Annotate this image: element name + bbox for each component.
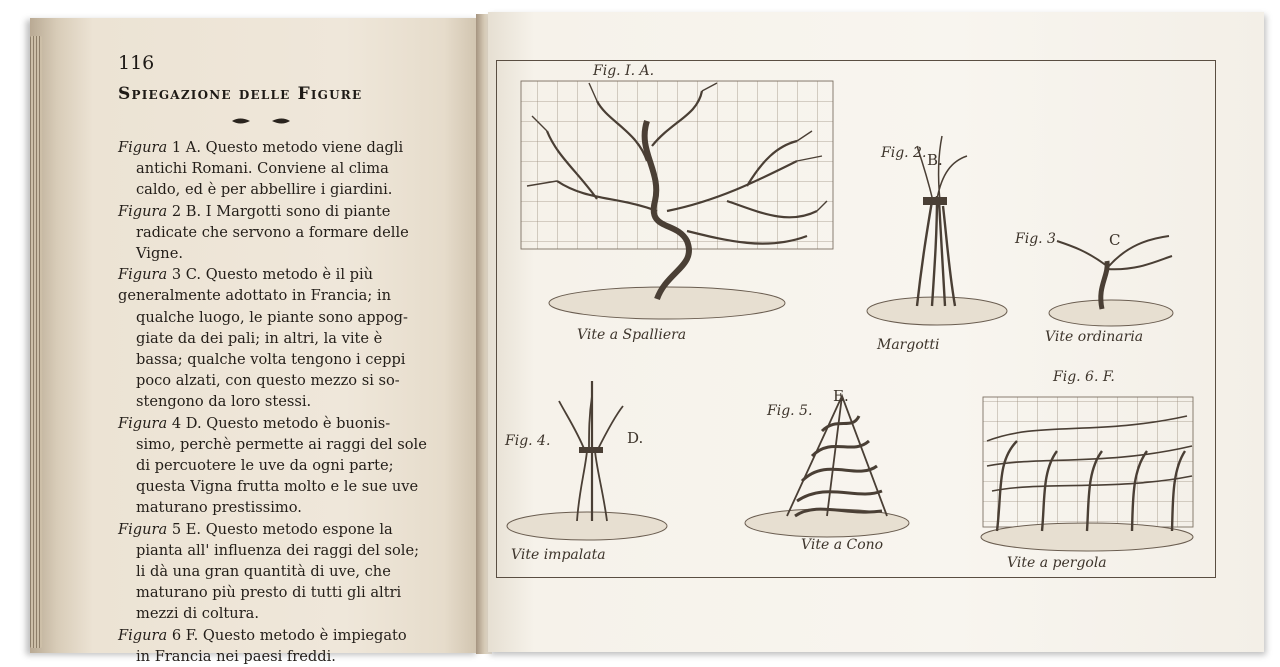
text-line: maturano più presto di tutti gli altri [136,584,402,602]
text-line: Figura 2 B. I Margotti sono di piante [118,202,391,220]
engraving-plate [496,60,1216,578]
text-line: Figura 4 D. Questo metodo è buonis- [118,414,391,432]
page-edges [30,36,42,648]
text-line: antichi Romani. Conviene al clima [136,160,389,178]
figura-label: Figura [118,520,168,538]
fig-5-letter: E. [833,387,849,405]
text-line: Figura 1 A. Questo metodo viene dagli [118,139,404,156]
fig-5-caption: Vite a Cono [801,537,884,553]
figura-label: Figura [118,414,168,432]
fig-3-caption: Vite ordinaria [1045,329,1144,345]
figura-label: Figura [118,202,168,220]
plate-drawings [497,61,1215,577]
text-line: mezzi di coltura. [136,605,260,623]
figure-1-espalier-drawing [521,81,833,319]
fig-4-label: Fig. 4. [505,433,551,449]
paragraph-figura-5 [118,519,418,625]
fig-2-caption: Margotti [877,337,940,353]
figure-6-pergola-drawing [981,397,1193,551]
text-line: Figura 5 E. Questo metodo espone la [118,520,393,538]
fig-6-label: Fig. 6. F. [1053,369,1115,385]
text-line: qualche luogo, le piante sono appog- [136,308,408,326]
text-line: giate da dei pali; in altri, la vite è [136,329,383,347]
text-line: generalmente adottato in Francia; in [118,287,391,305]
figure-3-ordinary-vine-drawing [1049,236,1173,326]
text-line: stengono da loro stessi. [136,393,312,411]
text-line: pianta all' influenza dei raggi del sole; [136,541,419,559]
fig-4-caption: Vite impalata [511,547,606,563]
text-line: simo, perchè permette ai raggi del sole [136,435,427,453]
fig-1-caption: Vite a Spalliera [577,327,687,343]
text-line: poco alzati, con questo mezzo si so- [136,372,400,390]
text-line: maturano prestissimo. [136,499,302,517]
figura-label: Figura [118,139,168,156]
fig-2-label: Fig. 2. [881,145,927,161]
ornament-rule-icon [230,115,292,127]
fig-4-letter: D. [627,429,644,447]
text-line: radicate che servono a formare delle [136,223,409,241]
text-line: in Francia nei paesi freddi. [136,647,336,665]
figura-label: Figura [118,626,168,644]
fig-1-label: Fig. I. A. [593,63,655,79]
text-line: li dà una gran quantità di uve, che [136,563,391,581]
page-heading: Spiegazione delle Figure [118,84,363,104]
fig-5-label: Fig. 5. [767,403,813,419]
text-line: Vigne. [136,245,183,263]
paragraph-figura-3 [118,264,418,412]
text-line: caldo, ed è per abbellire i giardini. [136,181,393,199]
text-line: questa Vigna frutta molto e le sue uve [136,478,419,496]
fig-3-label: Fig. 3 [1015,231,1056,247]
text-line: Figura 6 F. Questo metodo è impiegato [118,626,407,644]
figure-4-staked-vine-drawing [507,381,667,540]
text-line: di percuotere le uve da ogni parte; [136,457,394,475]
figura-label: Figura [118,266,168,284]
paragraph-figura-4 [118,413,427,519]
fig-2-letter: B. [927,151,943,169]
fig-6-caption: Vite a pergola [1007,555,1107,571]
paragraph-figura-6 [118,625,418,667]
text-line: bassa; qualche volta tengono i ceppi [136,351,406,369]
paragraph-figura-1 [118,137,418,201]
text-line: Figura 3 C. Questo metodo è il più [118,266,374,284]
fig-3-letter: C [1109,231,1121,249]
paragraph-figura-2 [118,201,418,265]
page-number: 116 [118,52,155,74]
explanation-text [118,137,427,667]
